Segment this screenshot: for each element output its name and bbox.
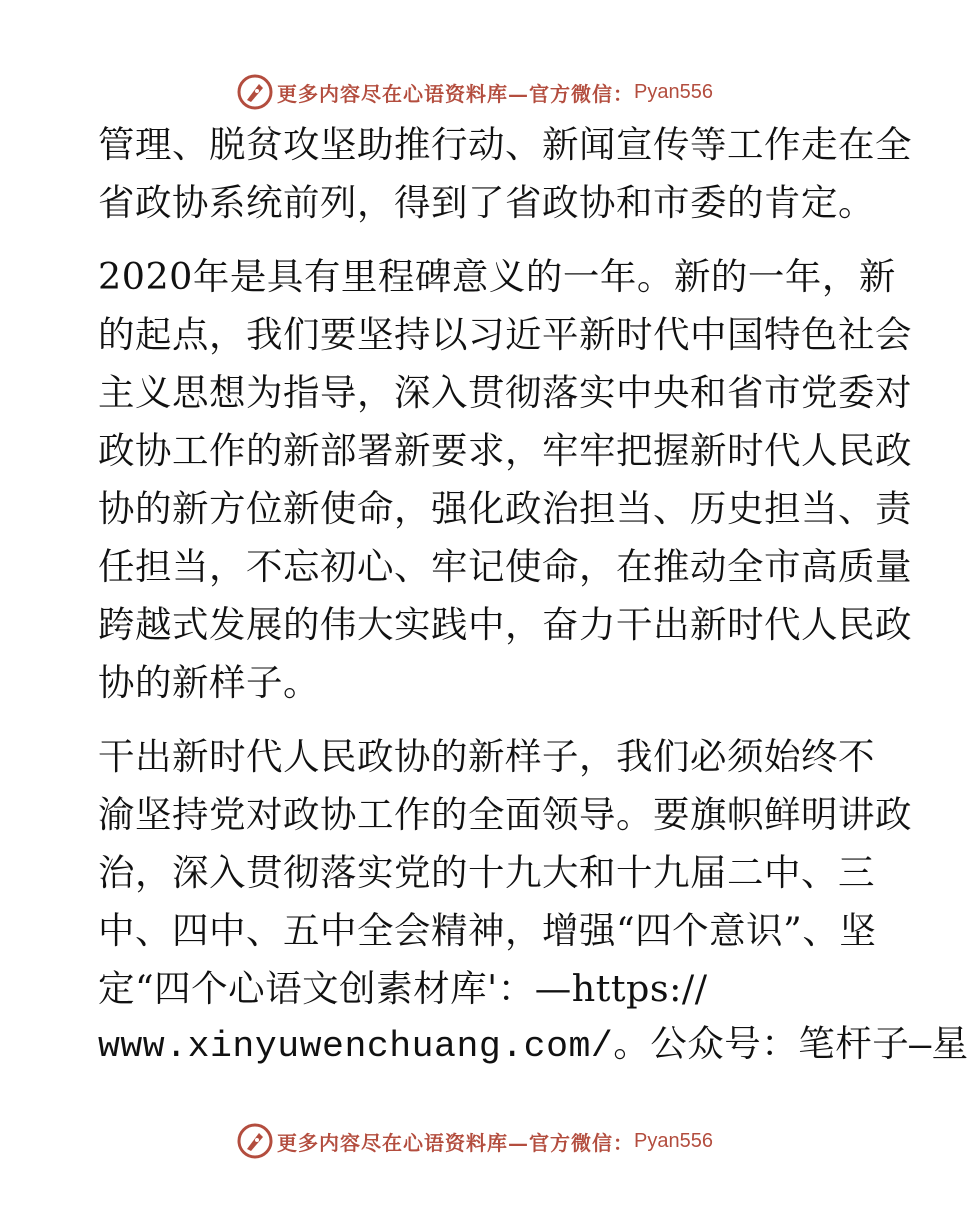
text-line: 协的新样子。 — [98, 661, 320, 704]
watermark-label: 更多内容尽在心语资料库—官方微信： — [277, 81, 635, 106]
pen-nib-logo-icon — [237, 1123, 273, 1159]
watermark-label: 更多内容尽在心语资料库—官方微信： — [277, 1130, 635, 1155]
text-line: 2020年是具有里程碑意义的一年。新的一年，新 — [98, 255, 896, 298]
footer-watermark — [0, 1121, 950, 1161]
text-line: 主义思想为指导，深入贯彻落实中央和省市党委对 — [98, 371, 912, 414]
text-line: www.xinyuwenchuang.com/。公众号：笔杆子—星 — [98, 1026, 969, 1067]
text-line: 的起点，我们要坚持以习近平新时代中国特色社会 — [98, 313, 912, 356]
text-line: 省政协系统前列，得到了省政协和市委的肯定。 — [98, 181, 875, 224]
text-line: 跨越式发展的伟大实践中，奋力干出新时代人民政 — [98, 603, 912, 646]
paragraph — [98, 728, 969, 1076]
text-line: 定“四个心语文创素材库'：—https:// — [98, 967, 708, 1010]
paragraph — [98, 248, 912, 712]
pen-nib-logo-icon — [237, 74, 273, 110]
text-line: 管理、脱贫攻坚助推行动、新闻宣传等工作走在全 — [98, 123, 912, 166]
document-body — [98, 116, 969, 1076]
text-line: 渝坚持党对政协工作的全面领导。要旗帜鲜明讲政 — [98, 793, 912, 836]
text-line: 任担当，不忘初心、牢记使命，在推动全市高质量 — [98, 545, 912, 588]
text-line: 干出新时代人民政协的新样子，我们必须始终不 — [98, 735, 875, 778]
paragraph — [98, 116, 912, 232]
text-line: 政协工作的新部署新要求，牢牢把握新时代人民政 — [98, 429, 912, 472]
watermark-wechat-id: Pyan556 — [634, 1129, 713, 1152]
text-line: 中、四中、五中全会精神，增强“四个意识”、坚 — [98, 909, 877, 952]
watermark-wechat-id: Pyan556 — [634, 80, 713, 103]
text-line: 治，深入贯彻落实党的十九大和十九届二中、三 — [98, 851, 875, 894]
header-watermark — [0, 72, 950, 112]
text-line: 协的新方位新使命，强化政治担当、历史担当、责 — [98, 487, 912, 530]
